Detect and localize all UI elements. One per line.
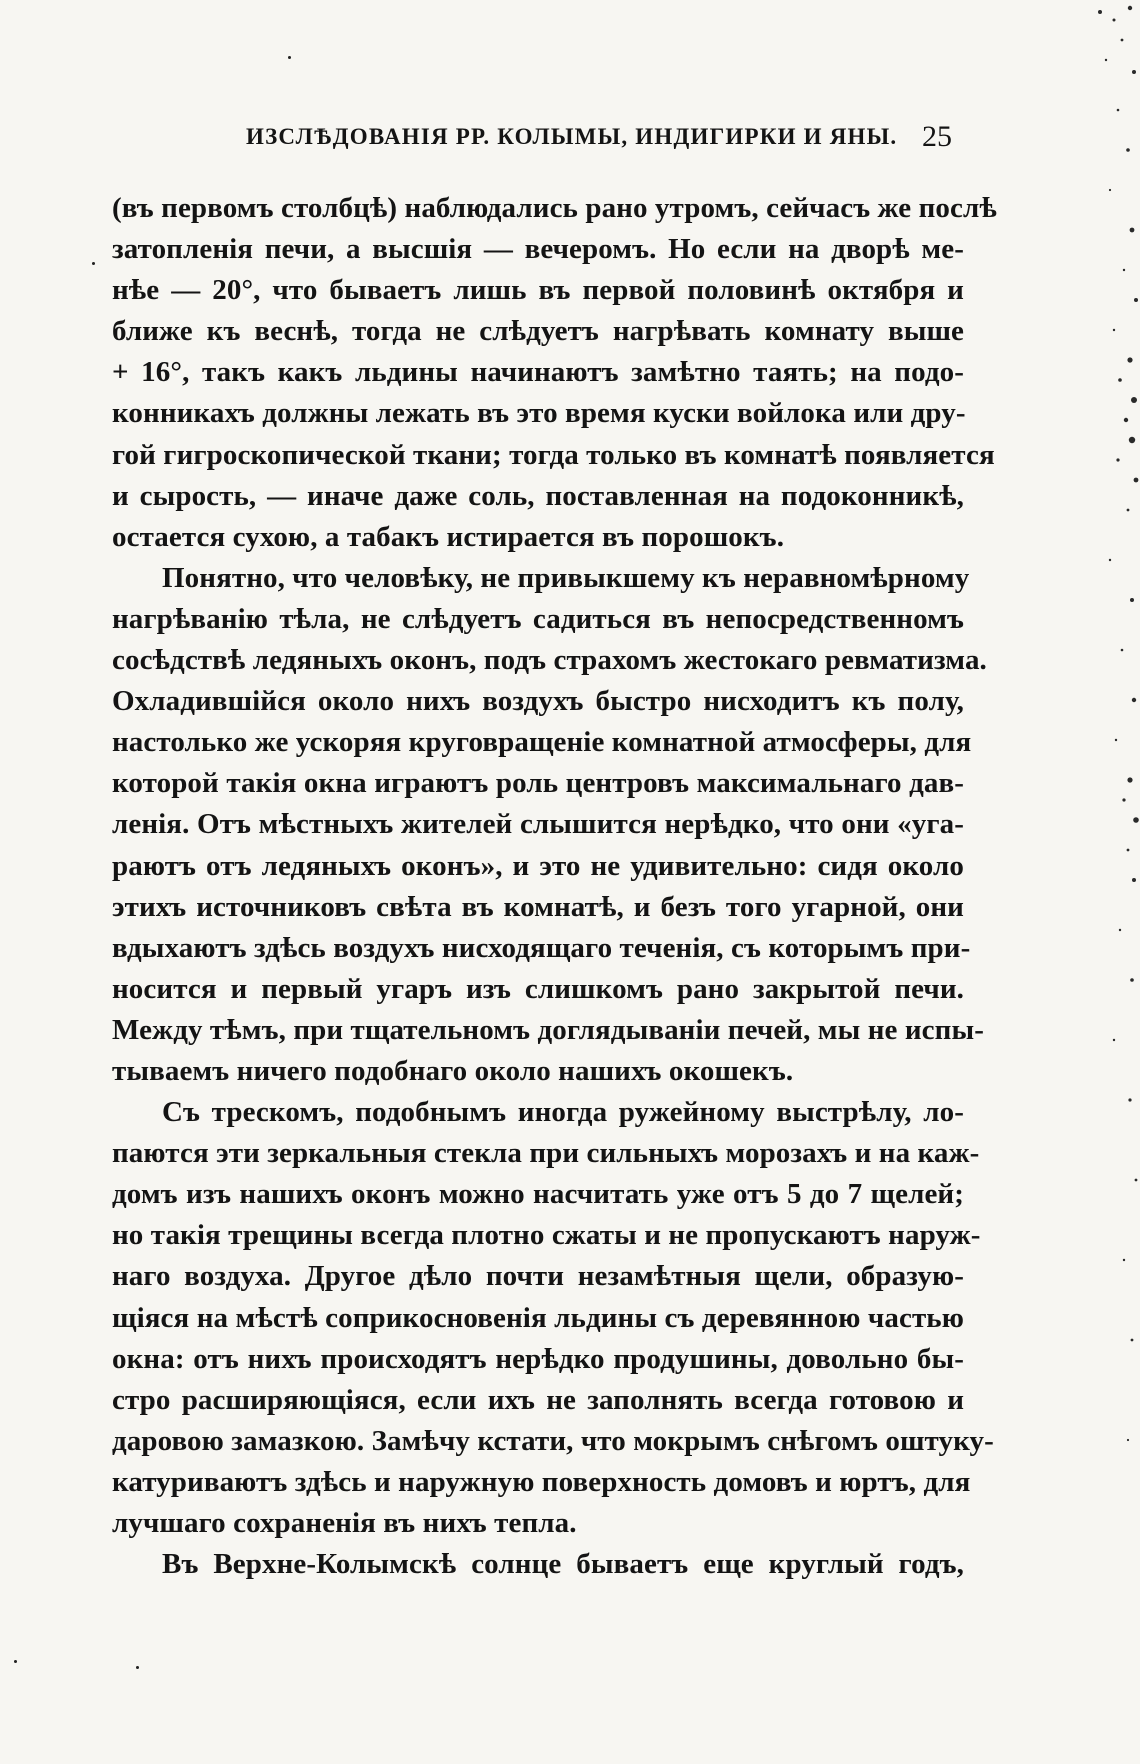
text-line: остается сухою, а табакъ истирается въ порошокъ. [112, 520, 785, 553]
text-line: Въ Верхне-Колымскѣ солнце бываетъ еще круглый годъ, [162, 1548, 964, 1581]
text-line: конникахъ должны лежать въ это время куски войлока или дру- [112, 397, 966, 430]
text-line: + 16°, такъ какъ льдины начинаютъ замѣтно таять; на подо- [112, 356, 964, 389]
text-line: ленія. Отъ мѣстныхъ жителей слышится нерѣдко, что они «уга- [112, 808, 964, 841]
text-line: носится и первый угаръ изъ слишкомъ рано закрытой печи. [112, 972, 964, 1005]
text-line: паются эти зеркальныя стекла при сильныхъ морозахъ и на каж- [112, 1137, 980, 1170]
text-line: сосѣдствѣ ледяныхъ оконъ, подъ страхомъ жестокаго ревматизма. [112, 644, 987, 677]
text-line: Между тѣмъ, при тщательномъ доглядываніи печей, мы не испы- [112, 1013, 984, 1046]
text-line: (въ первомъ столбцѣ) наблюдались рано утромъ, сейчасъ же послѣ [112, 192, 997, 224]
text-line: Охладившійся около нихъ воздухъ быстро нисходитъ къ полу, [112, 685, 964, 718]
text-line: и сырость, — иначе даже соль, поставленная на подоконникѣ, [112, 479, 964, 512]
text-line: раютъ отъ ледяныхъ оконъ», и это не удивительно: сидя около [112, 849, 964, 882]
body-text [112, 188, 997, 1585]
text-line: затопленія печи, а высшія — вечеромъ. Но если на дворѣ ме- [112, 233, 964, 266]
scan-speck [136, 1666, 139, 1669]
text-line: нагрѣванію тѣла, не слѣдуетъ садиться въ непосредственномъ [112, 602, 964, 635]
page-number: 25 [922, 120, 952, 153]
text-line: этихъ источниковъ свѣта въ комнатѣ, и безъ того угарной, они [112, 890, 964, 923]
scan-noise-edge [1070, 0, 1140, 1764]
text-line: домъ изъ нашихъ оконъ можно насчитать уже отъ 5 до 7 щелей; [112, 1178, 964, 1211]
text-line: которой такія окна играютъ роль центровъ максимальнаго дав- [112, 767, 964, 800]
scan-speck [92, 262, 95, 265]
text-line: вдыхаютъ здѣсь воздухъ нисходящаго теченія, съ которымъ при- [112, 931, 971, 964]
text-line: стро расширяющіяся, если ихъ не заполнять всегда готовою и [112, 1383, 964, 1416]
text-line: настолько же ускоряя круговращеніе комнатной атмосферы, для [112, 726, 972, 759]
text-line: тываемъ ничего подобнаго около нашихъ окошекъ. [112, 1054, 794, 1087]
text-line: щіяся на мѣстѣ соприкосновенія льдины съ деревянною частью [112, 1301, 964, 1334]
text-line: Съ трескомъ, подобнымъ иногда ружейному выстрѣлу, ло- [162, 1096, 964, 1129]
text-line: Понятно, что человѣку, не привыкшему къ неравномѣрному [162, 561, 970, 594]
text-line: даровою замазкою. Замѣчу кстати, что мокрымъ снѣгомъ оштуку- [112, 1424, 994, 1457]
text-line: гой гигроскопической ткани; тогда только въ комнатѣ появляется [112, 438, 995, 471]
text-line: окна: отъ нихъ происходятъ нерѣдко продушины, довольно бы- [112, 1342, 964, 1375]
running-title: ИЗСЛѢДОВАНІЯ РР. КОЛЫМЫ, ИНДИГИРКИ И ЯНЫ. [246, 124, 898, 149]
text-line: ближе къ веснѣ, тогда не слѣдуетъ нагрѣвать комнату выше [112, 315, 964, 348]
scan-speck [288, 56, 291, 59]
scan-speck [14, 1660, 17, 1663]
text-line: но такія трещины всегда плотно сжаты и не пропускаютъ наруж- [112, 1219, 981, 1252]
text-line: наго воздуха. Другое дѣло почти незамѣтныя щели, образую- [112, 1260, 964, 1293]
text-line: катуриваютъ здѣсь и наружную поверхность домовъ и юртъ, для [112, 1465, 971, 1498]
text-line: лучшаго сохраненія въ нихъ тепла. [112, 1507, 577, 1539]
text-line: нѣе — 20°, что бываетъ лишь въ первой половинѣ октября и [112, 274, 964, 307]
